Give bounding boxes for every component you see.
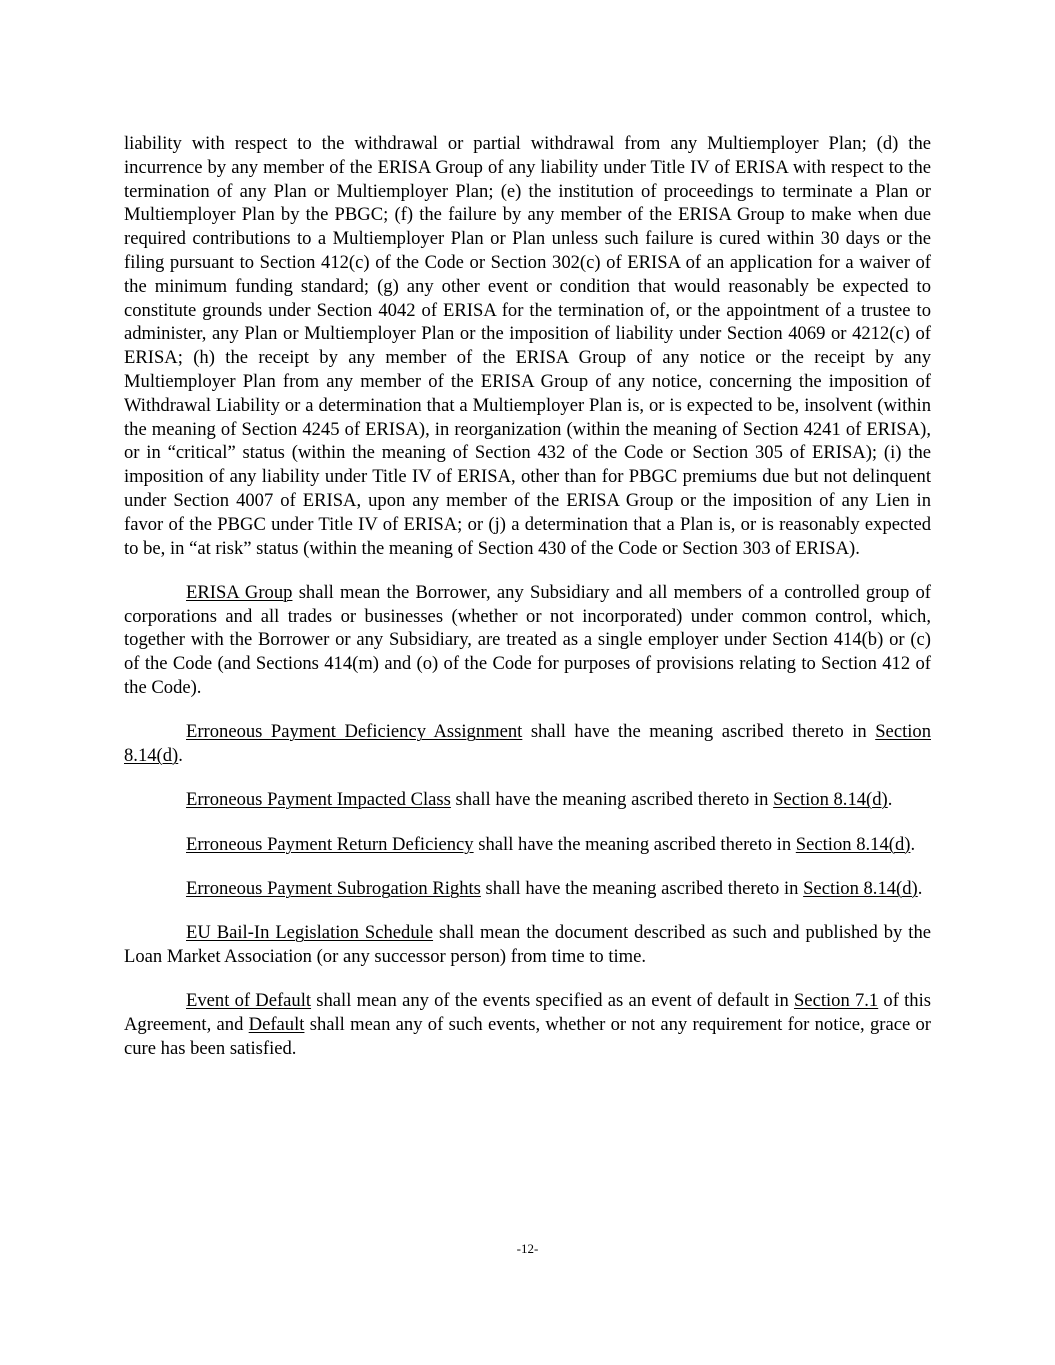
definition-middle: of this Agreement, and: [124, 990, 931, 1036]
definition-tail: .: [887, 789, 893, 811]
section-reference: Section 8.14(d): [803, 878, 918, 900]
definition-event-of-default: [124, 989, 931, 1060]
section-reference: Section 7.1: [793, 990, 879, 1012]
definition-tail: .: [178, 745, 183, 767]
definition-text: shall mean the document described as such and published by the Loan Market Association (or any successor person) from time to time.: [124, 922, 931, 968]
definition-erroneous-payment-return-deficiency: [124, 833, 931, 857]
defined-term: Erroneous Payment Subrogation Rights: [186, 878, 481, 900]
definition-erroneous-payment-deficiency-assignment: [124, 720, 931, 768]
definition-text: shall have the meaning ascribed thereto in: [450, 789, 774, 811]
definition-text: shall have the meaning ascribed thereto in: [522, 721, 876, 743]
definition-text: shall mean the Borrower, any Subsidiary and all members of a controlled group of corporations and all trades or businesses (whether or not incorporated) under common control, which, together with the Borrower or any Subsidiary, are treated as a single employer under Section 414(b) or (c) of the Code (and Sections 414(m) and (o) of the Code for purposes of provisions relating to Section 412 of the Code).: [124, 581, 931, 699]
section-reference: Section 8.14(d): [773, 789, 888, 811]
defined-term: Event of Default: [186, 990, 312, 1012]
definition-tail: .: [917, 878, 923, 900]
defined-term-secondary: Default: [248, 1014, 305, 1036]
section-reference: Section 8.14(d): [124, 721, 931, 767]
intro-paragraph: liability with respect to the withdrawal or partial withdrawal from any Multiemployer Plan; (d) the incurrence by any member of the ERISA Group of any liability under Title IV of ERISA with respect to the termination of any Plan or Multiemployer Plan; (e) the institution of proceedings to terminate a Plan or Multiemployer Plan by the PBGC; (f) the failure by any member of the ERISA Group to make when due required contributions to a Multiemployer Plan or Plan unless such failure is cured within 30 days or the filing pursuant to Section 412(c) of the Code or Section 302(c) of ERISA of an application for a waiver of the minimum funding standard; (g) any other event or condition that would reasonably be expected to constitute grounds under Section 4042 of ERISA for the termination of, or the appointment of a trustee to administer, any Plan or Multiemployer Plan or the imposition of liability under Section 4069 or 4212(c) of ERISA; (h) the receipt by any member of the ERISA Group of any notice or the receipt by any Multiemployer Plan from any member of the ERISA Group of any notice, concerning the imposition of Withdrawal Liability or a determination that a Multiemployer Plan is, or is expected to be, insolvent (within the meaning of Section 4245 of ERISA), in reorganization (within the meaning of Section 4241 of ERISA), or in “critical” status (within the meaning of Section 432 of the Code or Section 305 of ERISA); (i) the imposition of any liability under Title IV of ERISA, other than for PBGC premiums due but not delinquent under Section 4007 of ERISA, upon any member of the ERISA Group or the imposition of any Lien in favor of the PBGC under Title IV of ERISA; or (j) a determination that a Plan is, or is reasonably expected to be, in “at risk” status (within the meaning of Section 430 of the Code or Section 303 of ERISA).: [124, 133, 931, 559]
defined-term: EU Bail-In Legislation Schedule: [186, 922, 434, 944]
defined-term: Erroneous Payment Impacted Class: [186, 789, 451, 811]
definition-text: shall have the meaning ascribed thereto in: [473, 833, 796, 855]
definition-text: shall have the meaning ascribed thereto in: [480, 878, 804, 900]
section-reference: Section 8.14(d): [795, 833, 911, 855]
document-page: [124, 132, 931, 1081]
definition-erroneous-payment-subrogation-rights: [124, 877, 931, 901]
definition-tail: shall mean any of such events, whether or not any requirement for notice, grace or cure has been satisfied.: [124, 1014, 931, 1059]
defined-term: ERISA Group: [186, 581, 293, 603]
definition-erroneous-payment-impacted-class: [124, 788, 931, 812]
page-number: -12-: [516, 1241, 539, 1256]
definition-text: shall mean any of the events specified as an event of default in: [311, 990, 794, 1012]
definition-eu-bail-in-legislation-schedule: [124, 921, 931, 969]
defined-term: Erroneous Payment Deficiency Assignment: [186, 721, 523, 743]
definition-erisa-group: [124, 581, 931, 700]
defined-term: Erroneous Payment Return Deficiency: [186, 833, 474, 855]
definition-tail: .: [910, 833, 916, 855]
